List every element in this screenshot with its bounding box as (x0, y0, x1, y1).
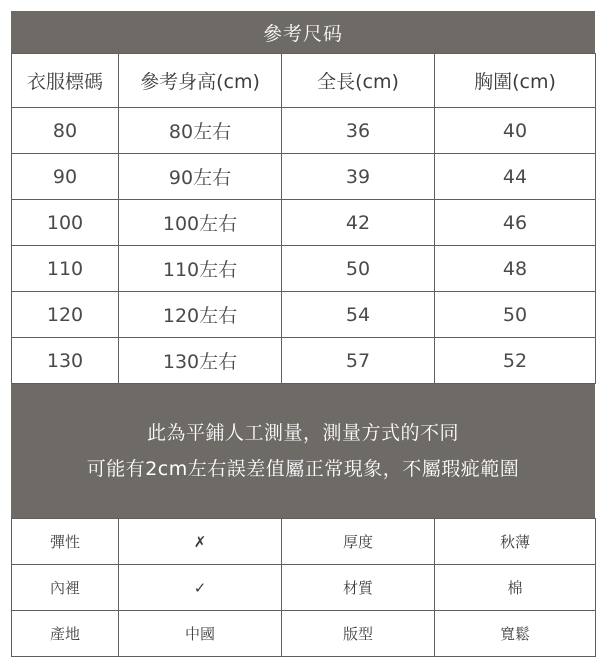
size-chart (11, 11, 595, 657)
cell-length: 50 (282, 246, 435, 292)
table-row (12, 292, 596, 338)
column-header-chest: 胸圍(cm) (435, 54, 596, 108)
attribute-label: 厚度 (282, 519, 435, 565)
cell-height: 110左右 (119, 246, 282, 292)
cell-height: 90左右 (119, 154, 282, 200)
check-icon: ✓ (119, 565, 282, 611)
cell-height: 100左右 (119, 200, 282, 246)
size-table (11, 53, 596, 384)
table-row (12, 246, 596, 292)
table-row (12, 108, 596, 154)
measurement-notice (11, 384, 595, 518)
cell-size: 90 (12, 154, 119, 200)
cell-height: 130左右 (119, 338, 282, 384)
attribute-value: 秋薄 (435, 519, 596, 565)
notice-line-1: 此為平鋪人工測量，測量方式的不同 (146, 422, 459, 444)
notice-line-2: 可能有2cm左右誤差值屬正常現象，不屬瑕疵範圍 (86, 458, 520, 480)
cell-size: 110 (12, 246, 119, 292)
attribute-label: 版型 (282, 611, 435, 657)
cell-size: 100 (12, 200, 119, 246)
cross-icon: ✗ (119, 519, 282, 565)
cell-length: 39 (282, 154, 435, 200)
chart-title: 參考尺码 (11, 11, 595, 53)
attribute-row (12, 565, 596, 611)
cell-size: 120 (12, 292, 119, 338)
cell-chest: 50 (435, 292, 596, 338)
cell-chest: 44 (435, 154, 596, 200)
cell-size: 130 (12, 338, 119, 384)
column-header-length: 全長(cm) (282, 54, 435, 108)
column-header-size: 衣服標碼 (12, 54, 119, 108)
cell-chest: 46 (435, 200, 596, 246)
attributes-table (11, 518, 596, 657)
attribute-value: 寬鬆 (435, 611, 596, 657)
cell-length: 36 (282, 108, 435, 154)
table-header-row (12, 54, 596, 108)
cell-length: 54 (282, 292, 435, 338)
attribute-label: 材質 (282, 565, 435, 611)
column-header-height: 參考身高(cm) (119, 54, 282, 108)
cell-chest: 52 (435, 338, 596, 384)
cell-length: 42 (282, 200, 435, 246)
cell-chest: 40 (435, 108, 596, 154)
attribute-label: 彈性 (12, 519, 119, 565)
table-row (12, 338, 596, 384)
cell-length: 57 (282, 338, 435, 384)
attribute-row (12, 611, 596, 657)
table-row (12, 200, 596, 246)
cell-height: 120左右 (119, 292, 282, 338)
table-row (12, 154, 596, 200)
attribute-label: 產地 (12, 611, 119, 657)
cell-size: 80 (12, 108, 119, 154)
cell-chest: 48 (435, 246, 596, 292)
attribute-value: 棉 (435, 565, 596, 611)
attribute-row (12, 519, 596, 565)
attribute-label: 內裡 (12, 565, 119, 611)
attribute-value: 中國 (119, 611, 282, 657)
cell-height: 80左右 (119, 108, 282, 154)
